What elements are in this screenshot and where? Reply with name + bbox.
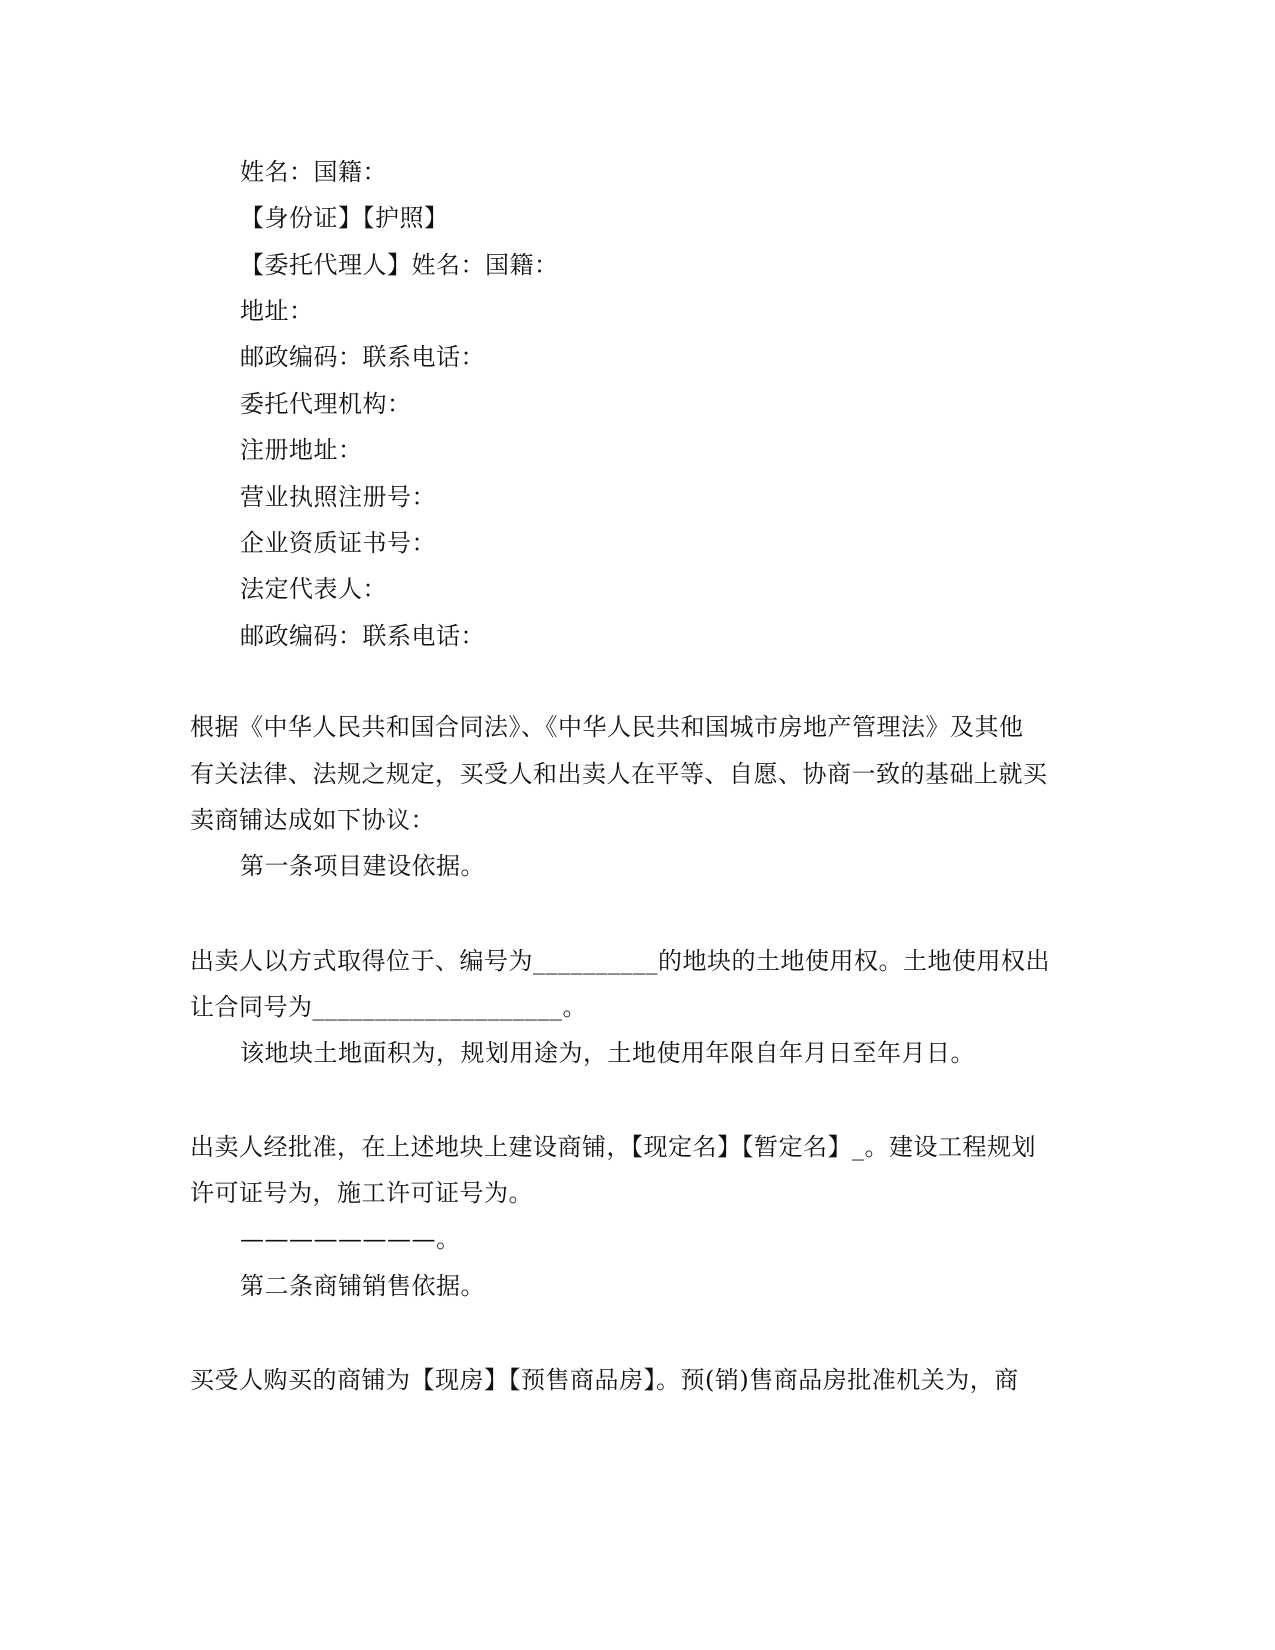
party-legal-representative: 法定代表人： bbox=[240, 575, 387, 603]
article-1-para-1-line-1: 出卖人以方式取得位于、编号为__________的地块的土地使用权。土地使用权出 bbox=[190, 947, 1050, 975]
party-agency: 委托代理机构： bbox=[240, 390, 412, 418]
party-qualification-cert: 企业资质证书号： bbox=[240, 529, 436, 557]
party-agent-name: 【委托代理人】姓名：国籍： bbox=[240, 251, 559, 279]
party-postcode-phone-2: 邮政编码：联系电话： bbox=[240, 622, 485, 650]
article-1-blank-line: ————————。 bbox=[240, 1225, 461, 1253]
article-2-title: 第二条商铺销售依据。 bbox=[240, 1272, 485, 1300]
party-business-license: 营业执照注册号： bbox=[240, 483, 436, 511]
preamble-line-1: 根据《中华人民共和国合同法》、《中华人民共和国城市房地产管理法》及其他 bbox=[190, 713, 1024, 741]
article-1-para-3-line-2: 许可证号为，施工许可证号为。 bbox=[190, 1179, 533, 1207]
article-1-title: 第一条项目建设依据。 bbox=[240, 852, 485, 880]
preamble-line-2: 有关法律、法规之规定，买受人和出卖人在平等、自愿、协商一致的基础上就买 bbox=[190, 760, 1048, 788]
party-id-type: 【身份证】【护照】 bbox=[240, 204, 449, 232]
article-1-para-1-line-2: 让合同号为____________________。 bbox=[190, 993, 587, 1021]
article-2-para-1: 买受人购买的商铺为【现房】【预售商品房】。预(销)售商品房批准机关为，商 bbox=[190, 1366, 1019, 1394]
preamble-line-3: 卖商铺达成如下协议： bbox=[190, 806, 435, 834]
party-address: 地址： bbox=[240, 297, 314, 325]
party-registered-address: 注册地址： bbox=[240, 436, 363, 464]
article-1-para-2: 该地块土地面积为，规划用途为，土地使用年限自年月日至年月日。 bbox=[240, 1039, 975, 1067]
party-postcode-phone: 邮政编码：联系电话： bbox=[240, 343, 485, 371]
party-name-nationality: 姓名：国籍： bbox=[240, 158, 387, 186]
article-1-para-3-line-1: 出卖人经批准，在上述地块上建设商铺，【现定名】【暂定名】_。建设工程规划 bbox=[190, 1133, 1036, 1161]
